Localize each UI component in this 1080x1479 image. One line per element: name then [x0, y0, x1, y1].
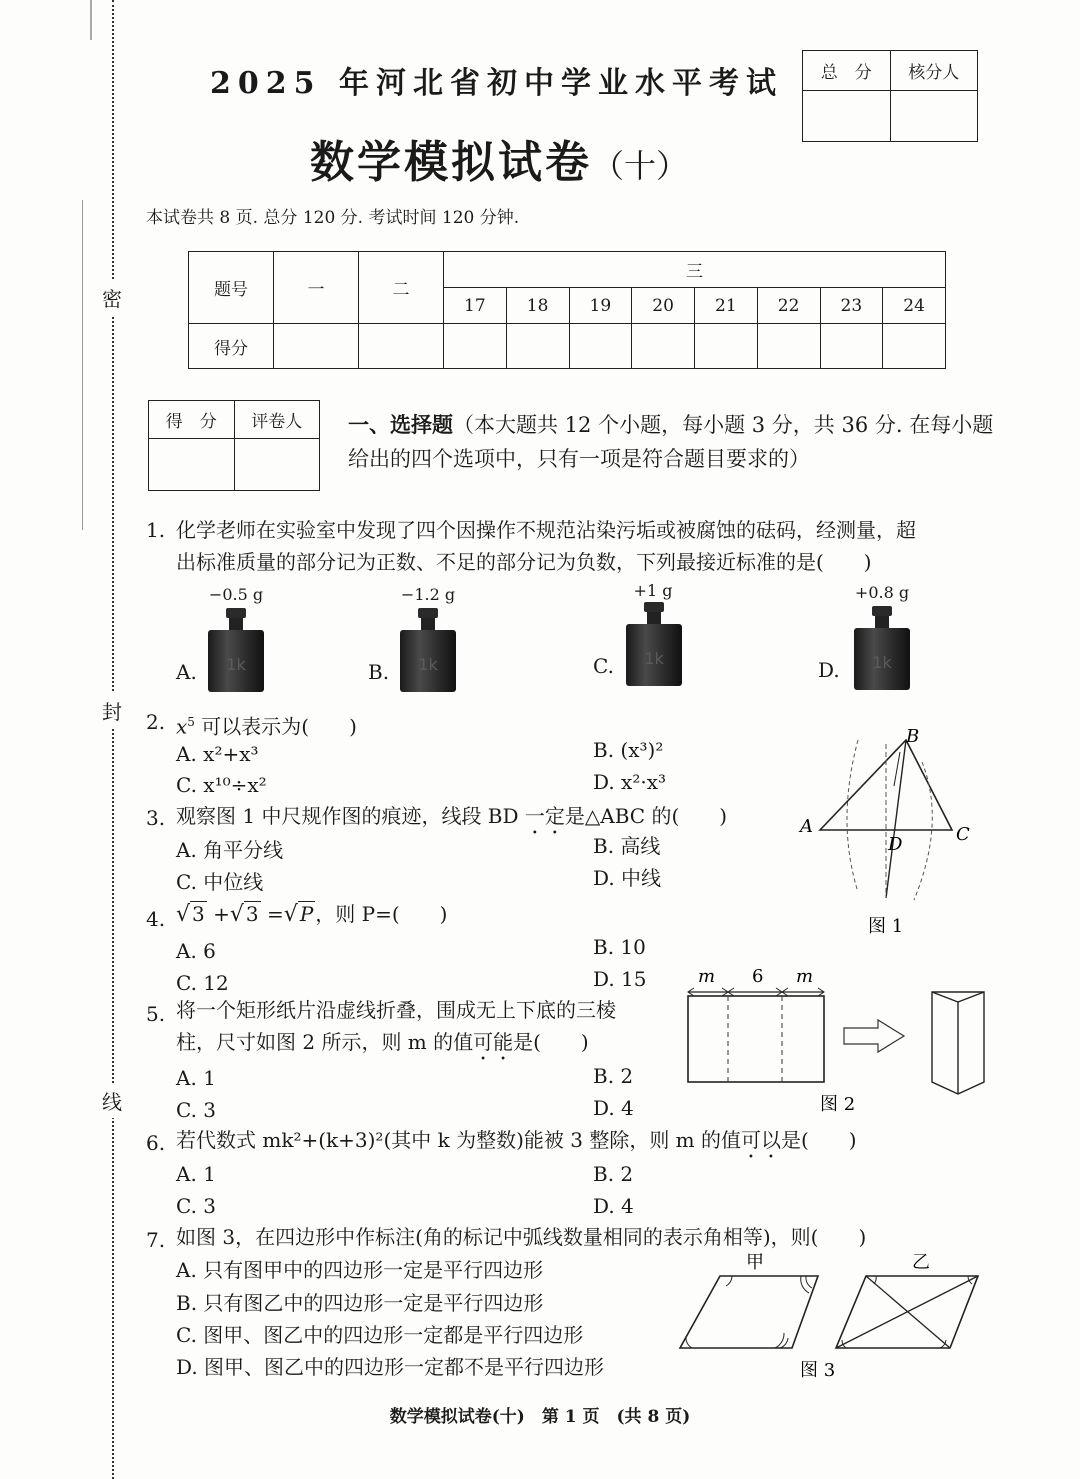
q6-option-a[interactable]: A. 1 [176, 1162, 216, 1186]
q6-stem [176, 1124, 857, 1163]
score-table-sub-21: 21 [695, 288, 758, 324]
grader-name-cell[interactable] [234, 439, 320, 491]
q6-option-c[interactable]: C. 3 [176, 1194, 217, 1218]
score-cell[interactable] [569, 324, 632, 369]
fig1-caption: 图 1 [868, 916, 904, 937]
q5-option-b[interactable]: B. 2 [593, 1064, 634, 1088]
section-1-header [348, 408, 998, 476]
weight-icon [624, 602, 684, 688]
score-cell[interactable] [883, 324, 946, 369]
total-score-box [802, 50, 978, 142]
fig2-caption: 图 2 [820, 1094, 856, 1115]
page-edge-line [82, 200, 83, 530]
q5-line2b: 是( ) [513, 1030, 589, 1054]
q2-stem-text: 可以表示为( ) [201, 714, 357, 739]
q4-option-c[interactable]: C. 12 [176, 971, 229, 995]
figure-1-triangle [796, 722, 986, 944]
q3-stem-b: 是△ABC 的( ) [564, 804, 728, 828]
score-table-sub-22: 22 [757, 288, 820, 324]
checker-label: 核分人 [890, 51, 978, 91]
q2-option-b[interactable]: B. (x³)² [593, 738, 664, 762]
q6-stem-a: 若代数式 mk²+(k+3)²(其中 k 为整数)能被 3 整除，则 m 的值 [176, 1128, 741, 1152]
q3-stem-emph: 一定 [524, 804, 565, 828]
fig3-label-jia: 甲 [746, 1252, 764, 1273]
q4-option-b[interactable]: B. 10 [593, 935, 646, 959]
score-cell[interactable] [506, 324, 569, 369]
score-table-sub-17: 17 [444, 288, 507, 324]
score-table-sub-24: 24 [883, 288, 946, 324]
q2-option-d[interactable]: D. x²·x³ [593, 770, 666, 794]
fig1-label-b: B [906, 726, 920, 747]
q3-stem-a: 观察图 1 中尺规作图的痕迹，线段 BD [176, 804, 525, 828]
q4-option-a[interactable]: A. 6 [176, 939, 216, 963]
q7-number: 7. [146, 1228, 166, 1252]
page-footer: 数学模拟试卷(十) 第 1 页 (共 8 页) [389, 1407, 691, 1427]
q5-line1: 将一个矩形纸片沿虚线折叠，围成无上下底的三棱 [176, 998, 616, 1022]
q7-option-c[interactable]: C. 图甲、图乙中的四边形一定都是平行四边形 [176, 1323, 584, 1347]
q5-line2-emph: 可能 [473, 1030, 514, 1054]
score-cell[interactable] [695, 324, 758, 369]
q1-option-b-letter[interactable]: B. [368, 660, 390, 684]
score-table-col-1: 一 [274, 252, 359, 324]
q1-option-c-letter[interactable]: C. [593, 654, 614, 678]
score-table-col-3: 三 [444, 252, 946, 288]
q2-stem: $x^5$ 可以表示为( ) [176, 714, 357, 739]
svg-text:1k: 1k [644, 649, 664, 668]
section-1-desc: （本大题共 12 个小题，每小题 3 分，共 36 分. 在每小题给出的四个选项中，只有一项是符合题目要求的） [348, 413, 994, 471]
page-edge-mark [90, 0, 92, 40]
q4-stem: √ 3 +√ 3 =√ P ，则 P=( ) [176, 902, 448, 927]
score-table-sub-23: 23 [820, 288, 883, 324]
q1-line1: 化学老师在实验室中发现了四个因操作不规范沾染污垢或被腐蚀的砝码，经测量，超 [176, 518, 916, 542]
q1-option-c-value: +1 g [633, 581, 673, 600]
binding-dotted-line [112, 0, 114, 1479]
score-cell[interactable] [820, 324, 883, 369]
q1-number: 1. [146, 518, 166, 542]
q3-number: 3. [146, 806, 166, 830]
exam-intro: 本试卷共 8 页. 总分 120 分. 考试时间 120 分钟. [146, 208, 520, 228]
q5-number: 5. [146, 1002, 166, 1026]
grader-score-cell[interactable] [149, 439, 235, 491]
figure-2-folding [682, 962, 994, 1120]
q6-stem-emph: 可以 [741, 1128, 781, 1152]
fig3-label-yi: 乙 [912, 1252, 930, 1273]
q2-option-a[interactable]: A. x²+x³ [176, 742, 259, 766]
score-table-header-q: 题号 [189, 252, 274, 324]
checker-cell[interactable] [890, 91, 978, 142]
fig1-label-c: C [956, 824, 970, 845]
fig2-label-m2: m [796, 966, 814, 987]
svg-text:1k: 1k [872, 653, 892, 672]
score-cell[interactable] [632, 324, 695, 369]
q6-option-b[interactable]: B. 2 [593, 1162, 634, 1186]
score-table [188, 251, 946, 369]
figure-3-quadrilaterals [676, 1246, 988, 1382]
q1-option-a-value: −0.5 g [208, 585, 264, 604]
svg-text:1k: 1k [226, 655, 246, 674]
q3-option-a[interactable]: A. 角平分线 [176, 838, 284, 862]
score-cell[interactable] [359, 324, 444, 369]
q6-option-d[interactable]: D. 4 [593, 1194, 634, 1218]
q1-line2: 出标准质量的部分记为正数、不足的部分记为负数，下列最接近标准的是( ) [176, 550, 872, 574]
q5-option-c[interactable]: C. 3 [176, 1098, 217, 1122]
q4-option-d[interactable]: D. 15 [593, 967, 647, 991]
q6-number: 6. [146, 1131, 166, 1155]
q3-option-d[interactable]: D. 中线 [593, 866, 662, 890]
grader-score-label: 得 分 [149, 401, 235, 439]
fig2-label-6: 6 [752, 966, 764, 987]
section-1-title: 一、选择题 [348, 412, 453, 437]
paper-title [310, 126, 688, 190]
score-table-sub-20: 20 [632, 288, 695, 324]
score-table-sub-19: 19 [569, 288, 632, 324]
q5-line2 [176, 1026, 589, 1065]
q5-line2a: 柱，尺寸如图 2 所示，则 m 的值 [176, 1030, 474, 1054]
grader-label: 评卷人 [234, 401, 320, 439]
q3-option-c[interactable]: C. 中位线 [176, 870, 264, 894]
fig3-caption: 图 3 [800, 1360, 836, 1381]
q1-option-d-value: +0.8 g [854, 583, 910, 602]
fig1-label-d: D [888, 834, 903, 855]
fig2-label-m1: m [698, 966, 716, 987]
q7-option-d[interactable]: D. 图甲、图乙中的四边形一定都不是平行四边形 [176, 1355, 605, 1379]
q1-option-b-value: −1.2 g [400, 585, 456, 604]
score-table-col-2: 二 [359, 252, 444, 324]
q7-option-a[interactable]: A. 只有图甲中的四边形一定是平行四边形 [176, 1258, 544, 1282]
q4-number: 4. [146, 907, 166, 931]
paper-title-main: 数学模拟试卷 [310, 137, 592, 188]
q6-stem-b: 是( ) [781, 1128, 857, 1152]
grader-box [148, 400, 320, 491]
score-cell[interactable] [274, 324, 359, 369]
score-table-sub-18: 18 [506, 288, 569, 324]
score-cell[interactable] [444, 324, 507, 369]
score-table-row-score: 得分 [189, 324, 274, 369]
q7-stem: 如图 3，在四边形中作标注(角的标记中弧线数量相同的表示角相等)，则( ) [176, 1225, 867, 1249]
q1-option-d-letter[interactable]: D. [818, 658, 840, 682]
q3-option-b[interactable]: B. 高线 [593, 834, 661, 858]
q1-option-a-letter[interactable]: A. [176, 660, 197, 684]
fig1-label-a: A [800, 816, 813, 837]
score-cell[interactable] [757, 324, 820, 369]
total-score-cell[interactable] [803, 91, 891, 142]
q5-option-a[interactable]: A. 1 [176, 1066, 216, 1090]
total-score-label: 总 分 [803, 51, 891, 91]
exam-title: 2025 年河北省初中学业水平考试 [210, 66, 783, 101]
svg-text:1k: 1k [418, 655, 438, 674]
weight-icon [206, 608, 266, 694]
binding-char-mi: 密 [102, 280, 122, 315]
q2-number: 2. [146, 710, 166, 734]
paper-title-number: （十） [592, 147, 689, 185]
q2-option-c[interactable]: C. x¹⁰÷x² [176, 773, 267, 797]
q4-stem-tail: ，则 P=( ) [315, 902, 448, 926]
binding-char-xian: 线 [102, 1083, 122, 1118]
weight-icon [852, 606, 912, 692]
weight-icon [398, 608, 458, 694]
binding-char-feng: 封 [102, 693, 122, 728]
q5-option-d[interactable]: D. 4 [593, 1096, 634, 1120]
q7-option-b[interactable]: B. 只有图乙中的四边形一定是平行四边形 [176, 1291, 544, 1315]
